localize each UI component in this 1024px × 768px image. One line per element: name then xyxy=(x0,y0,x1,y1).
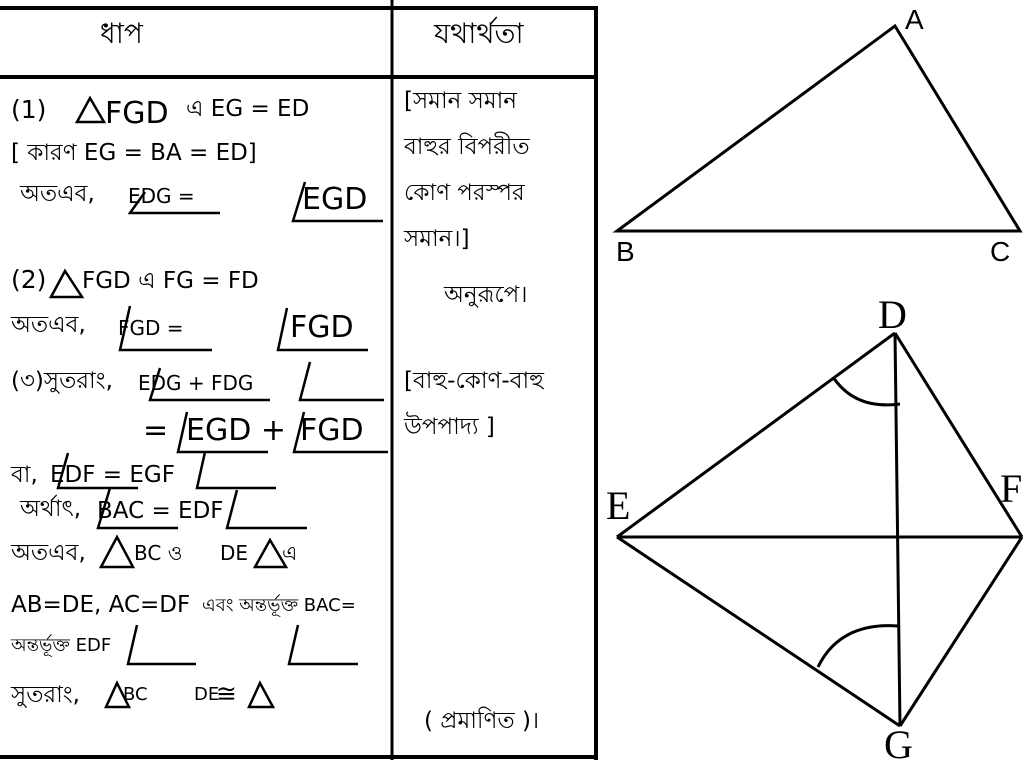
step3-that-is: অর্থাৎ, xyxy=(20,496,82,522)
step1-angle-left: EDG = xyxy=(128,184,195,208)
reason1-line4: সমান।] xyxy=(404,226,470,252)
step3-final-def: DE xyxy=(194,684,220,705)
reason1-line1: [সমান সমান xyxy=(404,88,518,114)
triangle-symbol-s4-def xyxy=(249,683,273,707)
step3-equals: = xyxy=(143,413,169,448)
step1-number: (1) xyxy=(11,95,47,124)
vertex-label-g: G xyxy=(884,722,913,767)
angle-icon xyxy=(300,362,384,400)
reason3-line1: [বাহু-কোণ-বাহু xyxy=(404,368,544,394)
triangle-symbol-s2 xyxy=(51,271,82,297)
step3-or: বা, xyxy=(11,462,38,488)
angle-arc-d xyxy=(833,377,900,405)
step2-therefore: অতএব, xyxy=(11,312,86,338)
step1-reason-note: [ কারণ EG = BA = ED] xyxy=(11,140,257,166)
step3-triangle-abc: BC ও xyxy=(134,541,183,565)
step3-final-abc: BC xyxy=(123,684,148,705)
step3-in: এ xyxy=(282,541,298,565)
reason3-line2: উপপাদ্য ] xyxy=(404,414,495,440)
step1-angle-right: EGD xyxy=(302,182,368,217)
step2-statement: FGD এ FG = FD xyxy=(82,268,259,294)
triangle-symbol-s3-abc xyxy=(101,537,133,567)
vertex-label-f: F xyxy=(1000,466,1023,511)
vertex-label-c: C xyxy=(990,236,1011,267)
step3-angle-sum: EDG + FDG xyxy=(138,371,254,395)
step1-statement: এ EG = ED xyxy=(186,96,310,122)
step3-edf-egf: EDF = EGF xyxy=(50,462,175,488)
step3-angle-egd: EGD + xyxy=(186,413,286,448)
angle-icon xyxy=(227,490,307,528)
step2-angle-left: FGD = xyxy=(118,316,184,340)
triangle-abc xyxy=(617,26,1020,231)
reason2-similarly: অনুরূপে। xyxy=(444,282,528,308)
reason1-line3: কোণ পরস্পর xyxy=(404,180,525,206)
header-step: ধাপ xyxy=(100,17,143,50)
angle-icon xyxy=(197,452,276,488)
vertex-label-e: E xyxy=(606,483,631,528)
reason4-proved: ( প্রমাণিত )। xyxy=(424,708,540,734)
step3-angle-fgd: FGD xyxy=(300,413,364,448)
step1-triangle-name: FGD xyxy=(105,96,169,131)
angle-icon xyxy=(289,625,358,664)
reason1-line2: বাহুর বিপরীত xyxy=(404,134,530,160)
header-reason: যথার্থতা xyxy=(434,17,524,50)
angle-arc-g xyxy=(818,626,898,667)
congruent-icon: ≅ xyxy=(216,679,237,708)
step3-bac-edf: BAC = EDF xyxy=(97,498,224,524)
step3-sides: AB=DE, AC=DF xyxy=(11,592,191,618)
quadrilateral-defg xyxy=(617,333,1022,726)
angle-icon xyxy=(128,625,196,664)
vertex-label-b: B xyxy=(616,236,635,267)
vertex-label-a: A xyxy=(905,4,924,35)
triangle-symbol-s1 xyxy=(77,98,104,122)
step3-included-angle: এবং অন্তর্ভূক্ত BAC= xyxy=(202,595,356,616)
step2-number: (2) xyxy=(11,265,47,294)
step3-conclusion: (৩)সুতরাং, xyxy=(11,368,113,394)
step3-therefore: অতএব, xyxy=(11,540,86,566)
vertex-label-d: D xyxy=(878,292,907,337)
step2-angle-right: FGD xyxy=(290,310,354,345)
step1-therefore: অতএব, xyxy=(20,181,95,207)
step3-included-edf: অন্তর্ভূক্ত EDF xyxy=(11,635,112,656)
step3-triangle-def: DE xyxy=(220,541,249,565)
step3-hence: সুতরাং, xyxy=(11,682,80,708)
